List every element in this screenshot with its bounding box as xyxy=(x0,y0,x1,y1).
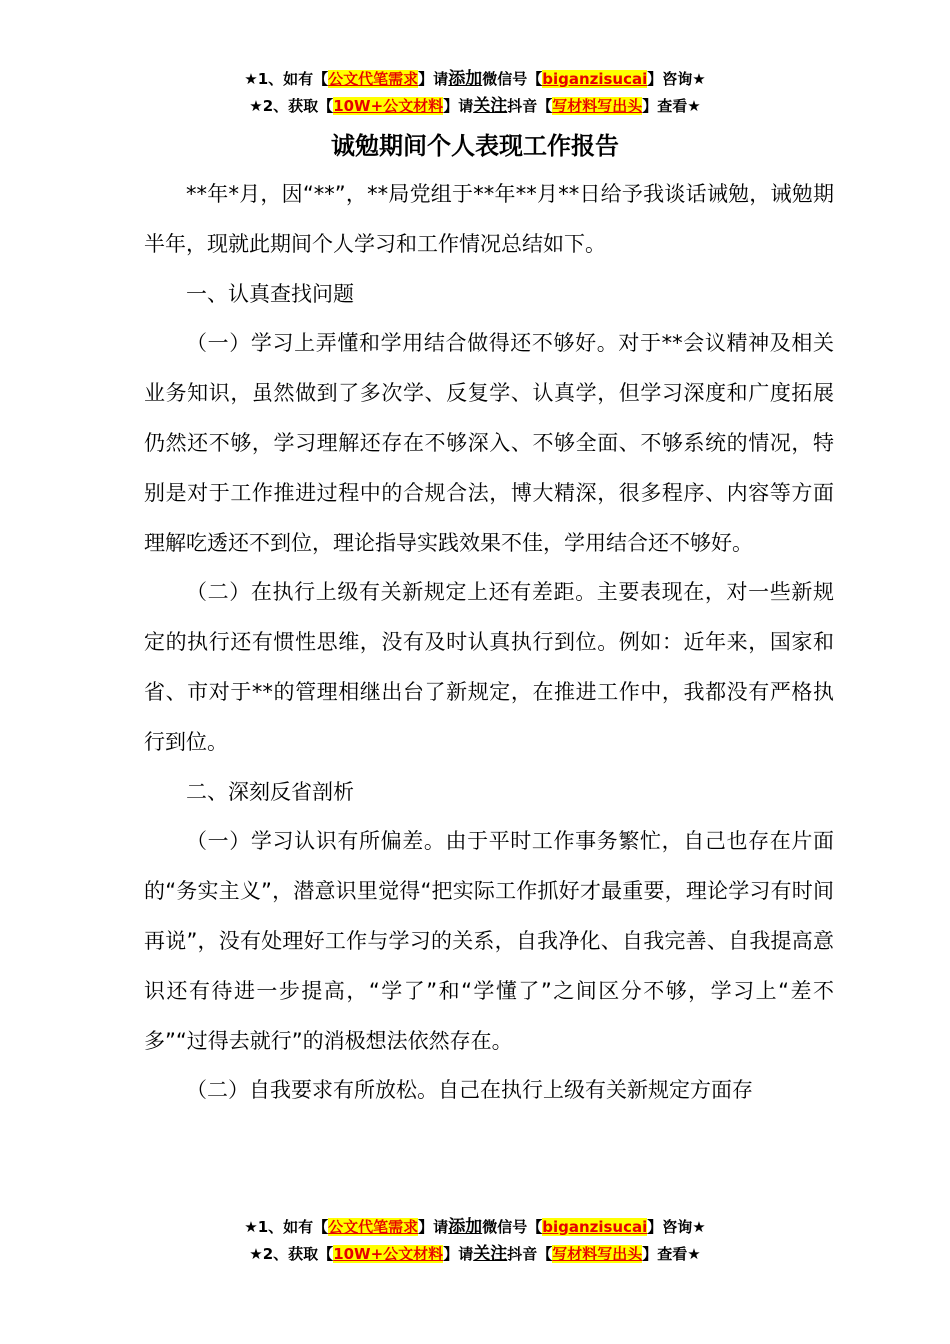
promo-line-2: ★2、获取【10W+公文材料】请关注抖音【写材料写出头】查看★ xyxy=(249,96,701,116)
paragraph-1-1: （一）学习上弄懂和学用结合做得还不够好。对于**会议精神及相关业务知识，虽然做到了多次学、反复学、认真学，但学习深度和广度拓展仍然还不够，学习理解还存在不够深入、不够全面、不够系统的情况，特别是对于工作推进过程中的合规合法，博大精深，很多程序、内容等方面理解吃透还不到位，理论指导实践效果不佳，学用结合还不够好。 xyxy=(144,331,834,555)
highlight-wechat-id: biganzisucai xyxy=(542,1218,648,1236)
paragraph-2-2: （二）自我要求有所放松。自己在执行上级有关新规定方面存 xyxy=(186,1078,753,1103)
promo-line-1: ★1、如有【公文代笔需求】请添加微信号【biganzisucai】咨询★ xyxy=(244,69,706,89)
highlight-wechat-id: biganzisucai xyxy=(542,70,648,88)
highlight-service: 公文代笔需求 xyxy=(328,70,419,88)
promo-header xyxy=(0,66,950,120)
highlight-douyin-id: 写材料写出头 xyxy=(552,1245,643,1263)
paragraph-1-2: （二）在执行上级有关新规定上还有差距。主要表现在，对一些新规定的执行还有惯性思维，没有及时认真执行到位。例如：近年来，国家和省、市对于**的管理相继出台了新规定，在推进工作中，我都没有严格执行到位。 xyxy=(144,580,834,754)
highlight-materials: 10W+公文材料 xyxy=(333,97,444,115)
paragraph-intro: **年*月，因“**”，**局党组于**年**月**日给予我谈话诫勉，诫勉期半年，现就此期间个人学习和工作情况总结如下。 xyxy=(144,182,834,256)
highlight-materials: 10W+公文材料 xyxy=(333,1245,444,1263)
document-body xyxy=(144,170,834,1116)
promo-line-2: ★2、获取【10W+公文材料】请关注抖音【写材料写出头】查看★ xyxy=(249,1244,701,1264)
highlight-douyin-id: 写材料写出头 xyxy=(552,97,643,115)
heading-section-1: 一、认真查找问题 xyxy=(186,281,354,306)
paragraph-2-1: （一）学习认识有所偏差。由于平时工作事务繁忙，自己也存在片面的“务实主义”，潜意识里觉得“把实际工作抓好才最重要，理论学习有时间再说”，没有处理好工作与学习的关系，自我净化、自我完善、自我提高意识还有待进一步提高，“学了”和“学懂了”之间区分不够，学习上“差不多”“过得去就行”的消极想法依然存在。 xyxy=(144,829,834,1053)
promo-line-1: ★1、如有【公文代笔需求】请添加微信号【biganzisucai】咨询★ xyxy=(244,1217,706,1237)
promo-footer xyxy=(0,1214,950,1268)
heading-section-2: 二、深刻反省剖析 xyxy=(186,779,354,804)
highlight-service: 公文代笔需求 xyxy=(328,1218,419,1236)
document-title: 诚勉期间个人表现工作报告 xyxy=(331,132,619,160)
